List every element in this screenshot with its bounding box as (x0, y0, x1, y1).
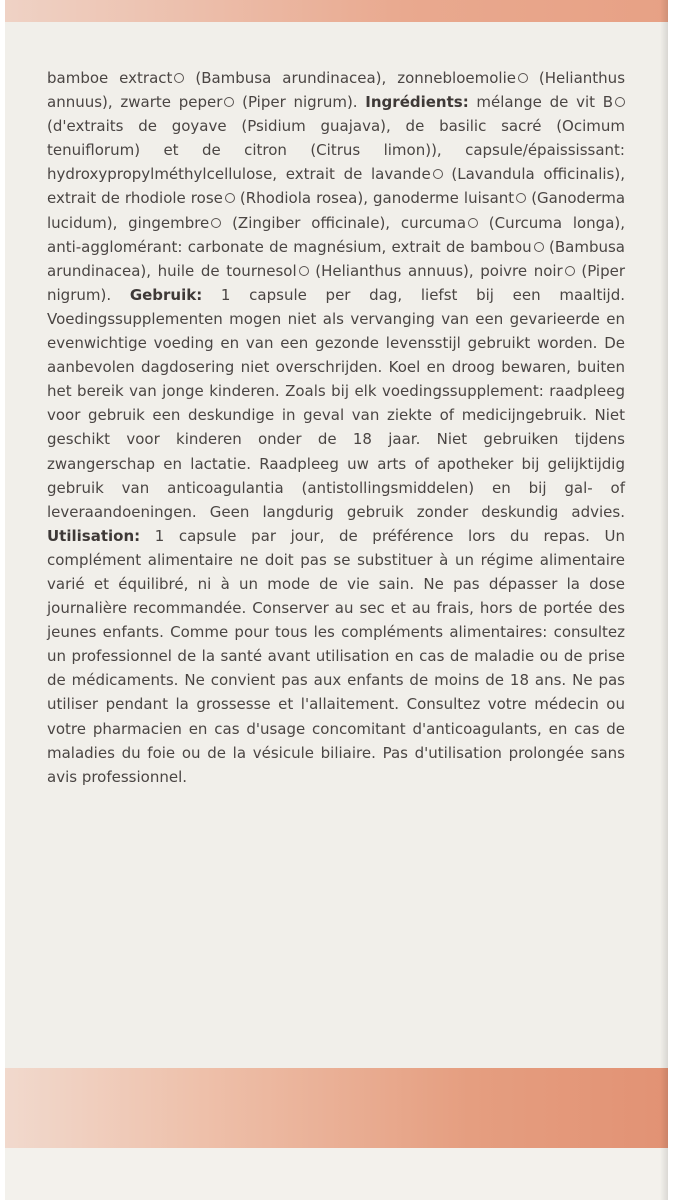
organic-circle-icon (299, 266, 309, 276)
heading-utilisation-fr: Utilisation: (47, 526, 141, 545)
text-segment: (Ganoderma lucidum), gingembre (47, 189, 626, 232)
text-segment: mélange de vit B (468, 93, 614, 112)
text-segment: (Bambusa arundinacea), huile de tournesol (47, 237, 625, 280)
text-segment: (Helianthus annuus), poivre noir (308, 261, 563, 280)
text-segment: (Curcuma longa), anti-agglomérant: carbonate de magnésium, extrait de bambou (47, 213, 626, 256)
organic-circle-icon (468, 218, 478, 228)
text-segment: 1 capsule per dag, liefst bij een maaltijd. Voedingssupplementen mogen niet als vervanging van een gevarieerde en evenwichtige voeding en van een gezonde levensstijl gebruikt worden. De aanbevolen dagdosering niet overschrijden. Koel en droog bewaren, buiten het bereik van jonge kinderen. Zoals bij elk voedingssupplement: raadpleeg voor gebruik een deskundige in geval van ziekte of medicijngebruik. Niet geschikt voor kinderen onder de 18 jaar. Niet gebruiken tijdens zwangerschap en lactatie. Raadpleeg uw arts of apotheker bij gelijktijdig gebruik van anticoagulantia (antistollingsmiddelen) en bij gal- of leveraandoeningen. Geen langdurig gebruik zonder deskundig advies. (47, 285, 625, 521)
text-segment: (Bambusa arundinacea), zonnebloemolie (184, 69, 516, 87)
organic-circle-icon (433, 169, 443, 179)
text-segment: bamboe extract (47, 69, 173, 87)
package-back-panel (5, 0, 668, 1200)
organic-circle-icon (516, 193, 526, 203)
text-segment: (d'extraits de goyave (Psidium guajava), de basilic sacré (Ocimum tenuiflorum) et de citron (Citrus limon)), capsule/épaississant: hydroxypropylméthylcellulose, extrait de lavande (47, 117, 625, 184)
organic-circle-icon (224, 97, 234, 107)
text-segment: 1 capsule par jour, de préférence lors du repas. Un complément alimentaire ne doit pas se substituer à un régime alimentaire varié et équilibré, ni à un mode de vie sain. Ne pas dépasser la dose journalière recommandée. Conserver au sec et au frais, hors de portée des jeunes enfants. Comme pour tous les compléments alimentaires: consultez un professionnel de la santé avant utilisation en cas de maladie ou de prise de médicaments. Ne convient pas aux enfants de moins de 18 ans. Ne pas utiliser pendant la grossesse et l'allaitement. Consultez votre médecin ou votre pharmacien en cas d'usage concomitant d'anticoagulants, en cas de maladies du foie ou de la vésicule biliaire. Pas d'utilisation prolongée sans avis professionnel. (47, 526, 625, 786)
heading-ingredients-fr: Ingrédients: (365, 93, 469, 112)
organic-circle-icon (518, 73, 528, 83)
text-segment: (Rhodiola rosea), ganoderme luisant (234, 189, 515, 208)
organic-circle-icon (225, 193, 235, 203)
organic-circle-icon (174, 73, 184, 83)
top-color-band (5, 0, 668, 22)
organic-circle-icon (534, 242, 544, 252)
text-segment: (Zingiber officinale), curcuma (221, 213, 467, 232)
text-segment: (Lavandula officinalis), extrait de rhodiole rose (47, 165, 625, 208)
bottom-color-band (5, 1068, 668, 1148)
organic-circle-icon (565, 266, 575, 276)
label-text-block (47, 66, 625, 789)
text-segment: (Piper nigrum). (234, 93, 366, 112)
text-segment: (Helianthus annuus), zwarte peper (47, 69, 626, 112)
box-edge-shadow (660, 0, 668, 1200)
bottom-edge (5, 1148, 668, 1200)
text-segment: (Piper nigrum). (47, 261, 625, 304)
heading-gebruik-nl: Gebruik: (129, 285, 203, 304)
organic-circle-icon (211, 218, 221, 228)
organic-circle-icon (615, 97, 625, 107)
